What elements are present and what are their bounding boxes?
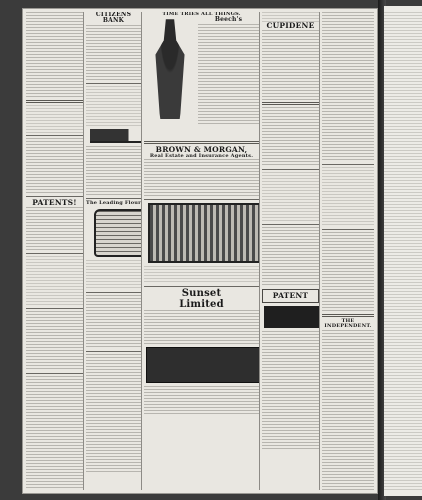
- print-texture: [86, 86, 141, 126]
- rule: [86, 351, 141, 352]
- print-texture: [26, 12, 83, 98]
- print-texture: [26, 207, 83, 251]
- headline-limited: Limited: [179, 298, 224, 310]
- print-texture: [262, 107, 319, 167]
- print-texture: [86, 354, 141, 474]
- headline-sunset: Sunset: [181, 288, 222, 300]
- print-texture: [26, 256, 83, 306]
- building-illustration: [148, 203, 260, 263]
- print-texture: [26, 311, 83, 371]
- rule: [26, 373, 83, 374]
- rule: [262, 224, 319, 225]
- print-texture: [86, 260, 141, 290]
- headline-brown-morgan: BROWN & MORGAN,: [155, 145, 248, 155]
- headline-becchs: Beech's: [214, 16, 243, 24]
- rule: [322, 229, 374, 230]
- print-texture: [144, 310, 259, 344]
- patent-ad-illustration: [264, 306, 320, 328]
- headline-citizens-bank: CITIZENS BANK: [95, 12, 132, 25]
- rule: [262, 102, 319, 105]
- print-texture: [26, 105, 83, 133]
- print-texture: [262, 30, 319, 100]
- headline-time-tries: TIME TRIES ALL THINGS.: [162, 12, 241, 17]
- print-texture: [384, 12, 422, 492]
- print-texture: [322, 12, 374, 162]
- rule: [26, 196, 83, 197]
- rule: [322, 314, 374, 317]
- headline-patent: PATENT: [272, 290, 309, 300]
- rule: [144, 199, 259, 200]
- train-illustration: [90, 129, 142, 143]
- print-texture: [322, 167, 374, 227]
- print-texture: [144, 386, 259, 416]
- advertisement-illustration: [146, 347, 260, 383]
- flour-sack-illustration: [94, 209, 142, 257]
- headline-leading-flour: The Leading Flour: [86, 199, 141, 206]
- print-texture: [262, 12, 319, 22]
- figure-illustration: [144, 19, 196, 137]
- rule: [26, 253, 83, 254]
- column-5: [322, 12, 374, 490]
- print-texture: [26, 138, 83, 194]
- column-1: [26, 12, 84, 490]
- column-3: [144, 12, 260, 490]
- print-texture: [144, 159, 259, 197]
- adjacent-page-fragment: [384, 6, 422, 496]
- headline-real-estate: Real Estate and Insurance Agents.: [149, 153, 254, 160]
- rule: [262, 169, 319, 170]
- rule: [26, 135, 83, 136]
- rule: [322, 164, 374, 165]
- column-4: [262, 12, 320, 490]
- print-texture: [144, 266, 259, 284]
- rule: [86, 292, 141, 293]
- print-texture: [86, 295, 141, 349]
- rule: [144, 141, 259, 144]
- print-texture: [322, 232, 374, 312]
- rule: [86, 83, 141, 84]
- headline-patents: PATENTS!: [32, 198, 77, 207]
- rule: [26, 308, 83, 309]
- newspaper-page: [22, 8, 378, 494]
- print-texture: [322, 330, 374, 490]
- print-texture: [198, 24, 259, 124]
- rule: [144, 286, 259, 287]
- headline-cupidene: CUPIDENE: [266, 21, 315, 30]
- print-texture: [262, 172, 319, 222]
- print-texture: [262, 331, 319, 451]
- rule: [26, 100, 83, 103]
- headline-the-independent: THE INDEPENDENT.: [324, 318, 372, 330]
- rule: [86, 198, 141, 199]
- print-texture: [86, 146, 141, 196]
- column-2: [86, 12, 142, 490]
- print-texture: [262, 227, 319, 287]
- print-texture: [26, 376, 83, 490]
- print-texture: [86, 25, 141, 81]
